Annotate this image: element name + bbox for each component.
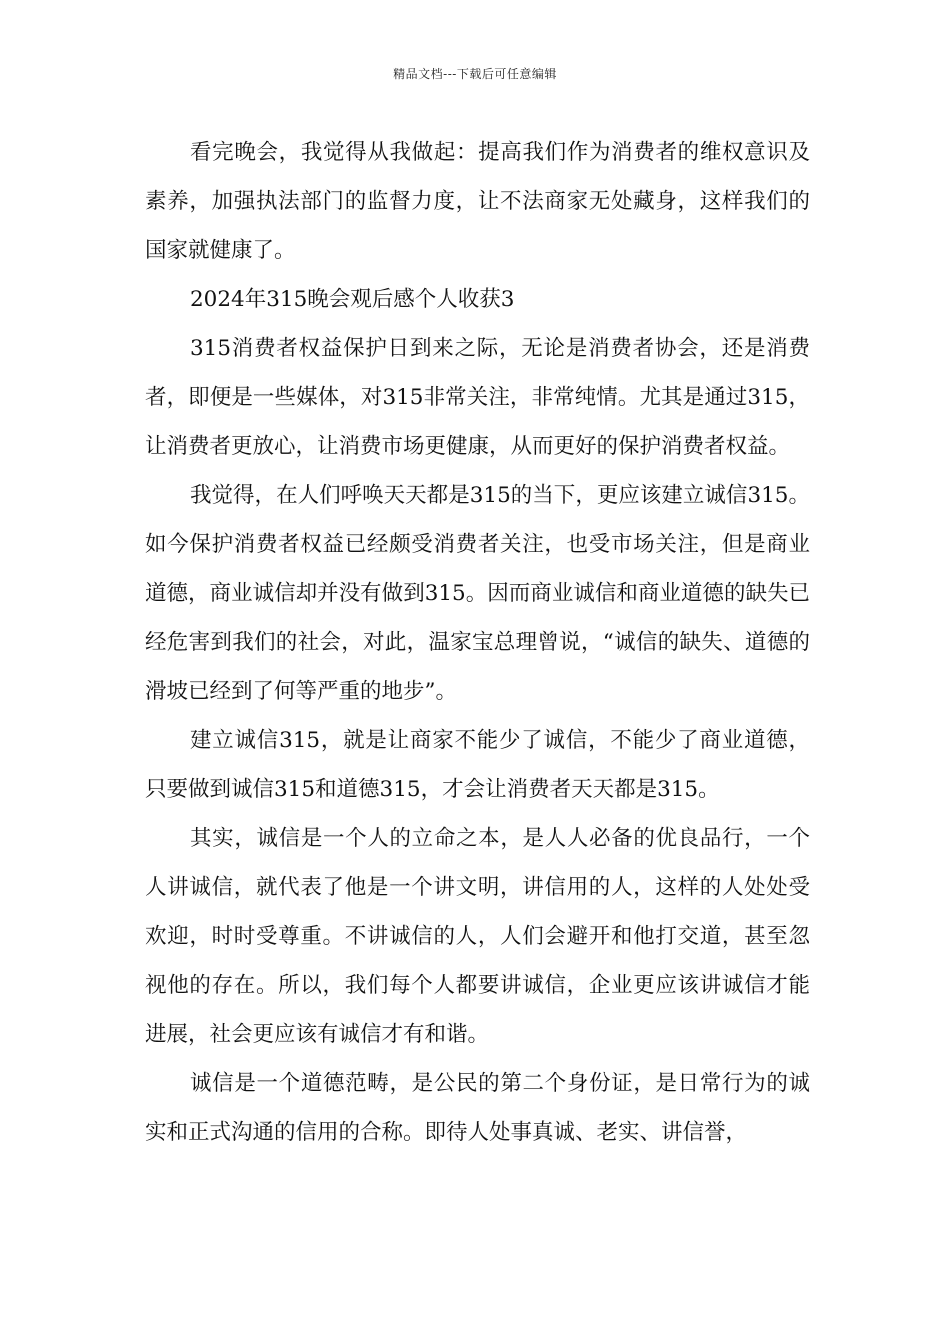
paragraph-5: 其实，诚信是一个人的立命之本，是人人必备的优良品行，一个人讲诚信，就代表了他是一个讲文明，讲信用的人，这样的人处处受欢迎，时时受尊重。不讲诚信的人，人们会避开和他打交道，甚至忽视他的存在。所以，我们每个人都要讲诚信，企业更应该讲诚信才能进展，社会更应该有诚信才有和谐。 — [145, 826, 810, 1047]
page-header: 精品文档---下载后可任意编辑 — [393, 67, 557, 81]
paragraph-1: 看完晚会，我觉得从我做起：提高我们作为消费者的维权意识及素养，加强执法部门的监督力度，让不法商家无处藏身，这样我们的国家就健康了。 — [145, 140, 810, 263]
document-body — [145, 128, 810, 1157]
paragraph-6: 诚信是一个道德范畴，是公民的第二个身份证，是日常行为的诚实和正式沟通的信用的合称。即待人处事真诚、老实、讲信誉， — [145, 1071, 810, 1145]
section-heading: 2024年315晚会观后感个人收获3 — [190, 287, 515, 312]
paragraph-3: 我觉得，在人们呼唤天天都是315的当下，更应该建立诚信315。如今保护消费者权益已经颇受消费者关注，也受市场关注，但是商业道德，商业诚信却并没有做到315。因而商业诚信和商业道德的缺失已经危害到我们的社会，对此，温家宝总理曾说，“诚信的缺失、道德的滑坡已经到了何等严重的地步”。 — [145, 483, 810, 704]
paragraph-4: 建立诚信315，就是让商家不能少了诚信，不能少了商业道德，只要做到诚信315和道德315，才会让消费者天天都是315。 — [145, 728, 810, 802]
paragraph-2: 315消费者权益保护日到来之际，无论是消费者协会，还是消费者，即便是一些媒体，对315非常关注，非常纯情。尤其是通过315，让消费者更放心，让消费市场更健康，从而更好的保护消费者权益。 — [145, 336, 810, 459]
